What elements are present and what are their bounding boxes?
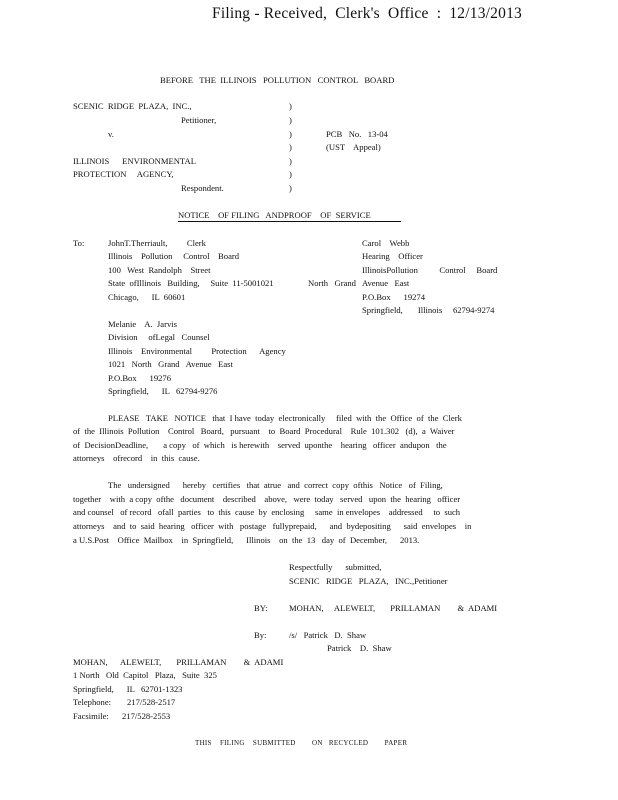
address-line: North Grand Avenue East (308, 278, 410, 288)
address-line: Illinois Environmental Protection Agency (108, 346, 286, 356)
versus-label: v. (108, 129, 114, 139)
respondent-line-2: PROTECTION AGENCY, (73, 169, 174, 179)
address-line: Division ofLegal Counsel (108, 332, 210, 342)
case-type: (UST Appeal) (326, 142, 381, 152)
telephone-number: 217/528-2517 (127, 697, 176, 707)
firm-name: MOHAN, ALEWELT, PRILLAMAN & ADAMI (73, 657, 284, 667)
address-line: Illinois Pollution Control Board (108, 251, 240, 261)
paragraph-line: The undersigned hereby certifies that atrue and correct copy ofthis Notice of Filing, (108, 480, 443, 490)
telephone-label: Telephone: (73, 697, 112, 707)
to-label: To: (73, 238, 85, 248)
filing-stamp: Filing - Received, Clerk's Office : 12/13/2013 (212, 5, 522, 22)
address-line: P.O.Box 19276 (108, 373, 172, 383)
notice-title: NOTICE OF FILING ANDPROOF OF SERVICE (178, 210, 401, 222)
paragraph-line: attorneys and to said hearing officer with postage fullyprepaid, and bydepositing said envelopes in (73, 521, 472, 531)
by-label: BY: (254, 603, 268, 613)
paragraph-line: of DecisionDeadline, a copy of which is herewith served uponthe hearing officer andupon the (73, 440, 447, 450)
by-label: By: (254, 630, 267, 640)
paragraph-line: of the Illinois Pollution Control Board, pursuant to Board Procedural Rule 101.302 (d), a Waiver (73, 426, 455, 436)
respondent-role: Respondent. (181, 183, 224, 193)
caption-paren: ) (289, 142, 292, 152)
address-line: State ofIllinois Building, Suite 11-5001021 (108, 278, 274, 288)
respectfully-submitted: Respectfully submitted, (289, 562, 382, 572)
address-line: Springfield, Illinois 62794-9274 (362, 305, 495, 315)
court-title: BEFORE THE ILLINOIS POLLUTION CONTROL BOARD (160, 75, 395, 85)
paragraph-line: a U.S.Post Office Mailbox in Springfield, Illinois on the 13 day of December, 2013. (73, 535, 420, 545)
petitioner-name: SCENIC RIDGE PLAZA, INC., (73, 101, 192, 111)
paragraph-line: together with a copy ofthe document described above, were today served upon the hearing officer (73, 494, 461, 504)
recycled-paper-footer: THIS FILING SUBMITTED ON RECYCLED PAPER (195, 739, 408, 747)
address-line: IllinoisPollution Control Board (362, 265, 498, 275)
address-line: Chicago, IL 60601 (108, 292, 186, 302)
firm-line: MOHAN, ALEWELT, PRILLAMAN & ADAMI (289, 603, 498, 613)
caption-paren: ) (289, 115, 292, 125)
caption-paren: ) (289, 183, 292, 193)
caption-paren: ) (289, 129, 292, 139)
petitioner-role: Petitioner, (181, 115, 217, 125)
address-line: Melanie A. Jarvis (108, 319, 177, 329)
address-line: 100 West Randolph Street (108, 265, 211, 275)
typed-name: Patrick D. Shaw (327, 643, 392, 653)
address-line: 1021 North Grand Avenue East (108, 359, 233, 369)
address-line: P.O.Box 19274 (362, 292, 426, 302)
case-number: PCB No. 13-04 (326, 129, 388, 139)
paragraph-line: and counsel of record ofall parties to this cause by enclosing same in envelopes addressed to such (73, 507, 461, 517)
respondent-line-1: ILLINOIS ENVIRONMENTAL (73, 156, 196, 166)
caption-paren: ) (289, 156, 292, 166)
facsimile-label: Facsimile: (73, 711, 109, 721)
caption-paren: ) (289, 169, 292, 179)
firm-address: Springfield, IL 62701-1323 (73, 684, 183, 694)
address-line: JohnT.Therriault, Clerk (108, 238, 206, 248)
address-line: Hearing Officer (362, 251, 423, 261)
caption-paren: ) (289, 101, 292, 111)
address-line: Springfield, IL 62794-9276 (108, 386, 218, 396)
facsimile-number: 217/528-2553 (122, 711, 171, 721)
paragraph-line: PLEASE TAKE NOTICE that I have today electronically filed with the Office of the Clerk (108, 413, 462, 423)
firm-address: 1 North Old Capitol Plaza, Suite 325 (73, 670, 217, 680)
signing-party: SCENIC RIDGE PLAZA, INC.,Petitioner (289, 576, 448, 586)
paragraph-line: attorneys ofrecord in this cause. (73, 453, 200, 463)
address-line: Carol Webb (362, 238, 410, 248)
electronic-signature: /s/ Patrick D. Shaw (289, 630, 367, 640)
